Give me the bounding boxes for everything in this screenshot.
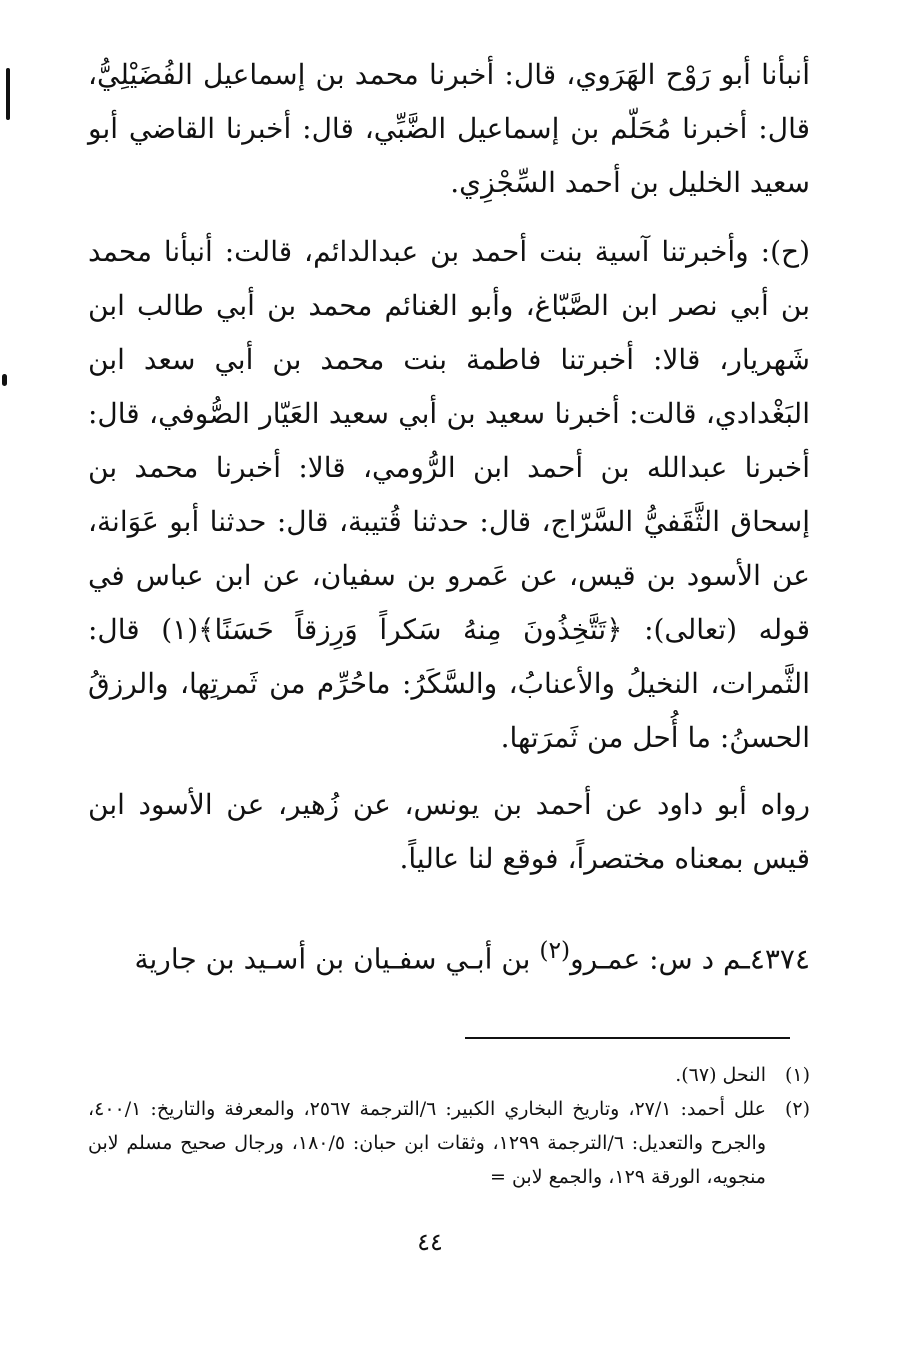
entry-number: ٤٣٧٤ <box>749 942 810 976</box>
footnote-1 <box>88 1058 810 1092</box>
entry-name-rest: بن أبـي سفـيان بن أسـيد بن جارية <box>134 942 531 976</box>
footnote-number: (١) <box>784 1064 810 1086</box>
footnote-text: علل أحمد: ٢٧/١، وتاريخ البخاري الكبير: ٦/الترجمة ٢٥٦٧، والمعرفة والتاريخ: ٤٠٠/١، والجرح والتعديل: ٦/الترجمة ١٢٩٩، وثقات ابن حبان: ١٨٠/٥، ورجال صحيح مسلم لابن منجويه، الورقة ١٢٩، والجمع لابن = <box>88 1098 766 1188</box>
entry-codes: ـم د س: <box>649 942 750 976</box>
entry-name-start: عمـرو <box>570 942 641 976</box>
footnote-2 <box>88 1092 810 1194</box>
paragraph-riwaya: رواه أبو داود عن أحمد بن يونس، عن زُهير، عن الأسود ابن قيس بمعناه مختصراً، فوقع لنا عالياً. <box>88 788 810 875</box>
footnote-reference: (٢) <box>539 936 571 964</box>
footnote-number: (٢) <box>784 1098 810 1120</box>
biography-entry-heading <box>88 925 810 984</box>
margin-dot <box>2 374 7 386</box>
margin-mark <box>6 68 10 120</box>
paragraph-isnad-2: (ح): وأخبرتنا آسية بنت أحمد بن عبدالدائم، قالت: أنبأنا محمد بن أبي نصر ابن الصَّبّاغ، وأبو الغنائم محمد بن أبي طالب ابن شَهريار، قالا: أخبرتنا فاطمة بنت محمد بن أبي سعد ابن البَغْدادي، قالت: أخبرنا سعيد بن أبي سعيد العَيّار الصُّوفي، قال: أخبرنا عبدالله بن أحمد ابن الرُّومي، قالا: أخبرنا محمد بن إسحاق الثَّقَفيُّ السَّرّاج، قال: حدثنا قُتيبة، قال: حدثنا أبو عَوَانة، عن الأسود بن قيس، عن عَمرو بن سفيان، عن ابن عباس في قوله (تعالى): ﴿تَتَّخِذُونَ مِنهُ سَكراً وَرِزقاً حَسَنًا﴾(١) قال: الثَّمرات، النخيلُ والأعنابُ، والسَّكَرُ: ماحُرِّم من ثَمرتِها، والرزقُ الحسنُ: ما أُحل من ثَمرَتها. <box>88 235 810 754</box>
paragraph-isnad-1: أنبأنا أبو رَوْح الهَرَوي، قال: أخبرنا محمد بن إسماعيل الفُضَيْلِيُّ، قال: أخبرنا مُحَلّم بن إسماعيل الضَّبِّي، قال: أخبرنا القاضي أبو سعيد الخليل بن أحمد السِّجْزِي. <box>88 58 810 199</box>
footnote-text: النحل (٦٧). <box>675 1064 766 1086</box>
footnote-divider <box>465 1037 790 1039</box>
footnotes <box>88 1058 810 1194</box>
page-number: ٤٤ <box>417 1228 443 1256</box>
